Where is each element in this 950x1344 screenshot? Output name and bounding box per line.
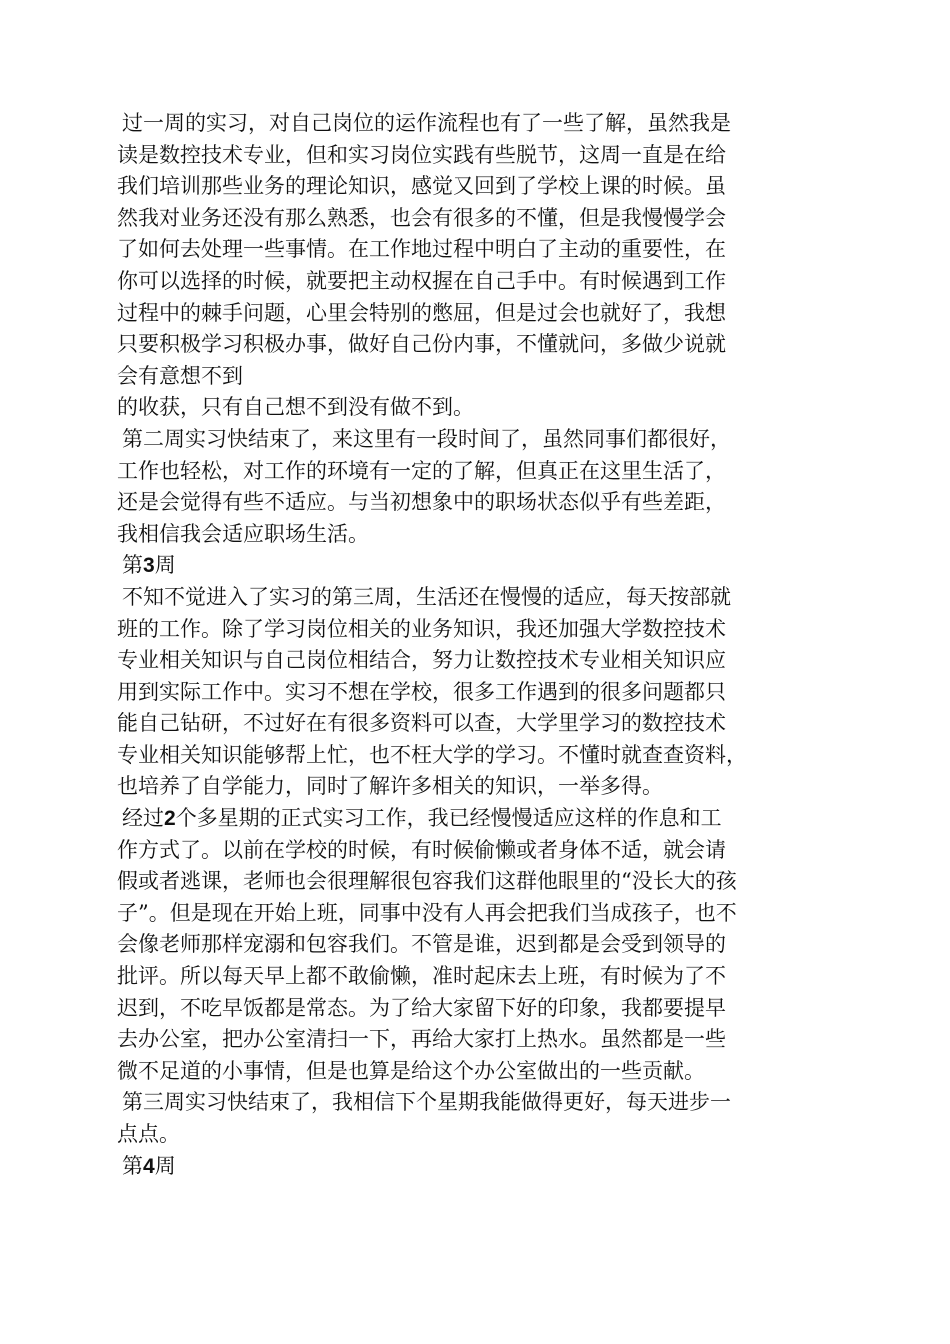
text-line: 还是会觉得有些不适应。与当初想象中的职场状态似乎有些差距， — [117, 490, 726, 515]
text-line: 只要积极学习积极办事，做好自己份内事，不懂就问，多做少说就 — [117, 332, 726, 357]
text-line: 用到实际工作中。实习不想在学校，很多工作遇到的很多问题都只 — [117, 679, 726, 704]
text-line: 专业相关知识能够帮上忙，也不枉大学的学习。不懂时就查查资料， — [117, 742, 747, 767]
text-line: 作方式了。以前在学校的时候，有时候偷懒或者身体不适，就会请 — [117, 837, 726, 862]
text-line: 会有意想不到 — [117, 363, 243, 388]
text-line: 专业相关知识与自己岗位相结合，努力让数控技术专业相关知识应 — [117, 648, 726, 673]
text-line: 你可以选择的时候，就要把主动权握在自己手中。有时候遇到工作 — [117, 268, 726, 293]
text-line: 点点。 — [117, 1122, 180, 1146]
text-line: 班的工作。除了学习岗位相关的业务知识，我还加强大学数控技术 — [117, 616, 726, 641]
heading-suffix: 周 — [154, 553, 176, 578]
inline-number: 2 — [164, 807, 176, 831]
section-heading-week-4 — [117, 1151, 837, 1183]
text-line: 过程中的棘手问题，心里会特别的憋屈，但是过会也就好了，我想 — [117, 300, 726, 325]
text-line: 不知不觉进入了实习的第三周，生活还在慢慢的适应，每天按部就 — [122, 584, 731, 609]
text-segment: 个多星期的正式实习工作，我已经慢慢适应这样的作息和工 — [175, 806, 722, 831]
text-line: 然我对业务还没有那么熟悉，也会有很多的不懂，但是我慢慢学会 — [117, 205, 726, 230]
heading-number: 4 — [143, 1154, 155, 1178]
text-line — [117, 803, 837, 835]
text-line: 读是数控技术专业，但和实习岗位实践有些脱节，这周一直是在给 — [117, 142, 726, 167]
text-line: 工作也轻松，对工作的环境有一定的了解，但真正在这里生活了， — [117, 458, 726, 483]
heading-number: 3 — [143, 554, 155, 578]
text-line: 我们培训那些业务的理论知识，感觉又回到了学校上课的时候。虽 — [117, 174, 726, 199]
document-body — [117, 108, 837, 1182]
text-line: 了如何去处理一些事情。在工作地过程中明白了主动的重要性，在 — [117, 237, 726, 262]
text-line: 批评。所以每天早上都不敢偷懒，准时起床去上班，有时候为了不 — [117, 964, 726, 989]
text-line: 去办公室，把办公室清扫一下，再给大家打上热水。虽然都是一些 — [117, 1027, 726, 1052]
section-heading-week-3 — [117, 550, 837, 582]
text-line: 过一周的实习，对自己岗位的运作流程也有了一些了解，虽然我是 — [122, 111, 731, 135]
heading-prefix: 第 — [122, 553, 143, 578]
text-line: 微不足道的小事情，但是也算是给这个办公室做出的一些贡献。 — [117, 1058, 705, 1083]
text-line: 也培养了自学能力，同时了解许多相关的知识，一举多得。 — [117, 774, 663, 799]
text-line: 会像老师那样宠溺和包容我们。不管是谁，迟到都是会受到领导的 — [117, 932, 726, 957]
text-line: 第三周实习快结束了，我相信下个星期我能做得更好，每天进步一 — [122, 1090, 731, 1115]
text-line: 迟到，不吃早饭都是常态。为了给大家留下好的印象，我都要提早 — [117, 995, 726, 1020]
text-line: 能自己钻研，不过好在有很多资料可以查，大学里学习的数控技术 — [117, 711, 726, 736]
text-line: 第二周实习快结束了，来这里有一段时间了，虽然同事们都很好， — [122, 426, 731, 451]
text-line: 我相信我会适应职场生活。 — [117, 521, 369, 546]
text-line: 的收获，只有自己想不到没有做不到。 — [117, 395, 474, 420]
heading-suffix: 周 — [154, 1153, 176, 1178]
heading-prefix: 第 — [122, 1153, 143, 1178]
text-line: 假或者逃课，老师也会很理解很包容我们这群他眼里的“没长大的孩 — [117, 869, 737, 894]
text-line: 子”。但是现在开始上班，同事中没有人再会把我们当成孩子，也不 — [117, 900, 737, 925]
text-segment: 经过 — [122, 806, 164, 831]
